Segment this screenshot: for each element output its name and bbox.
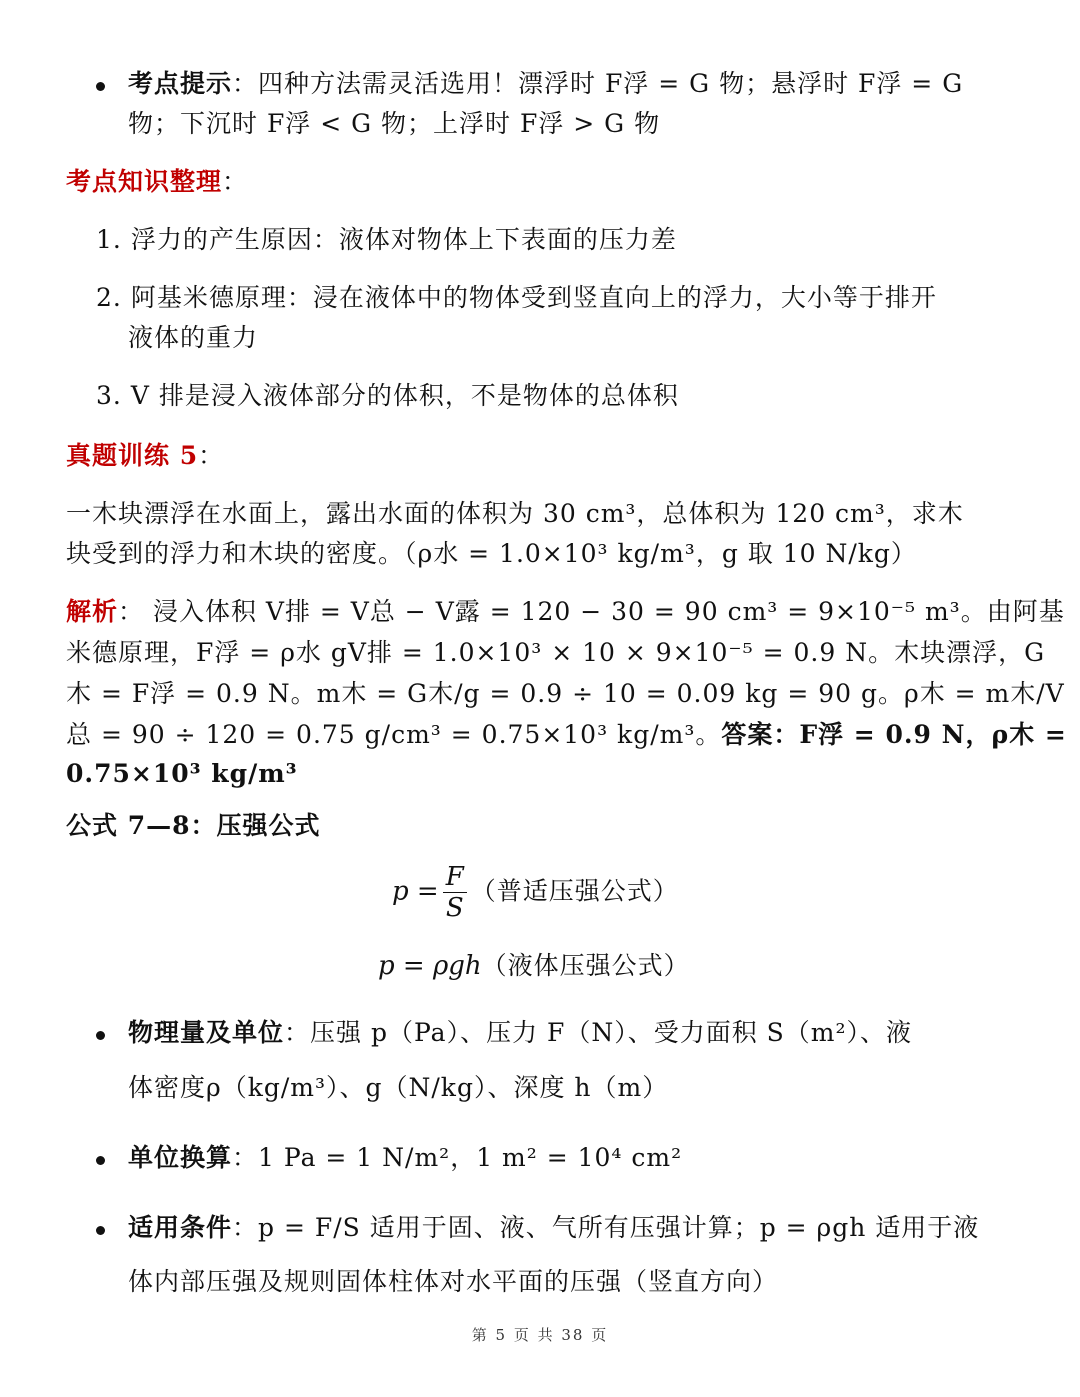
formula-pressure-liquid [378, 950, 690, 982]
formula-lhs: p = [392, 876, 439, 907]
knowledge-heading [66, 166, 248, 198]
fraction [443, 862, 467, 923]
formula-pressure-general [392, 862, 679, 923]
analysis-text-4: 总 = 90 ÷ 120 = 0.75 g/cm³ = 0.75×10³ kg/m³。 [66, 720, 722, 749]
analysis-text-1: ： 浸入体积 V排 = V总 − V露 = 120 − 30 = 90 cm³ = 9×10⁻⁵ m³。由阿基 [118, 597, 1065, 626]
bullet-icon [96, 1031, 105, 1040]
tip-line-1 [128, 68, 963, 100]
tip-text-1: ：四种方法需灵活选用！漂浮时 F浮 = G 物；悬浮时 F浮 = G [232, 69, 964, 98]
item-number: 2. [96, 283, 122, 312]
formula-heading: 公式 7—8：压强公式 [66, 811, 321, 840]
analysis-line-2: 米德原理，F浮 = ρ水 gV排 = 1.0×10³ × 10 × 9×10⁻⁵ = 0.9 N。木块漂浮，G [66, 638, 1046, 667]
fraction-numerator: F [443, 862, 467, 893]
knowledge-item-1 [96, 224, 677, 256]
bullet-text: ：p = F/S 适用于固、液、气所有压强计算；p = ρgh 适用于液 [232, 1213, 980, 1242]
analysis-line-1 [66, 596, 1065, 628]
analysis-label: 解析 [66, 597, 119, 626]
item-text: 浮力的产生原因：液体对物体上下表面的压力差 [130, 225, 677, 254]
bullet-text: ：压强 p（Pa）、压力 F（N）、受力面积 S（m²）、液 [284, 1018, 913, 1047]
formula-expr: p = ρgh [378, 951, 482, 981]
bullet-label: 单位换算 [128, 1143, 233, 1172]
item-number: 3. [96, 381, 122, 410]
knowledge-item-2 [96, 282, 937, 314]
formula-note: （普适压强公式） [470, 876, 679, 906]
analysis-line-4 [66, 719, 1067, 751]
bullet-conversion [128, 1142, 682, 1174]
exercise-heading [66, 440, 224, 472]
bullet-quantities-line-2: 体密度ρ（kg/m³）、g（N/kg）、深度 h（m） [128, 1073, 669, 1102]
exercise-colon: ： [198, 441, 225, 470]
item-number: 1. [96, 225, 122, 254]
knowledge-colon: ： [222, 167, 249, 196]
exercise-question-line-2: 块受到的浮力和木块的密度。（ρ水 = 1.0×10³ kg/m³，g 取 10 N/kg） [66, 539, 917, 568]
bullet-conditions-line-1 [128, 1212, 979, 1244]
bullet-icon [96, 1226, 105, 1235]
knowledge-item-3 [96, 380, 679, 412]
bullet-text: ：1 Pa = 1 N/m²，1 m² = 10⁴ cm² [232, 1143, 683, 1172]
bullet-quantities-line-1 [128, 1017, 912, 1049]
item-text: 阿基米德原理：浸在液体中的物体受到竖直向上的浮力，大小等于排开 [130, 283, 937, 312]
formula-note: （液体压强公式） [481, 951, 690, 980]
fraction-denominator: S [445, 893, 464, 923]
analysis-line-3: 木 = F浮 = 0.9 N。m木 = G木/g = 0.9 ÷ 10 = 0.09 kg = 90 g。ρ木 = m木/V [66, 679, 1065, 708]
bullet-icon [96, 82, 105, 91]
page-footer: 第 5 页 共 38 页 [471, 1326, 609, 1344]
analysis-line-5: 0.75×10³ kg/m³ [66, 759, 298, 788]
answer-text: 答案：F浮 = 0.9 N，ρ木 = [721, 720, 1067, 749]
bullet-label: 适用条件 [128, 1213, 233, 1242]
bullet-conditions-line-2: 体内部压强及规则固体柱体对水平面的压强（竖直方向） [128, 1267, 779, 1296]
exercise-question-line-1: 一木块漂浮在水面上，露出水面的体积为 30 cm³，总体积为 120 cm³，求木 [66, 499, 964, 528]
knowledge-item-2-cont: 液体的重力 [128, 323, 259, 352]
bullet-icon [96, 1156, 105, 1165]
exercise-heading-text: 真题训练 5 [66, 441, 199, 470]
bullet-label: 物理量及单位 [128, 1018, 285, 1047]
tip-line-2: 物；下沉时 F浮 < G 物；上浮时 F浮 > G 物 [128, 109, 661, 138]
item-text: V 排是浸入液体部分的体积，不是物体的总体积 [130, 381, 679, 410]
tip-label: 考点提示 [128, 69, 233, 98]
knowledge-heading-text: 考点知识整理 [66, 167, 223, 196]
